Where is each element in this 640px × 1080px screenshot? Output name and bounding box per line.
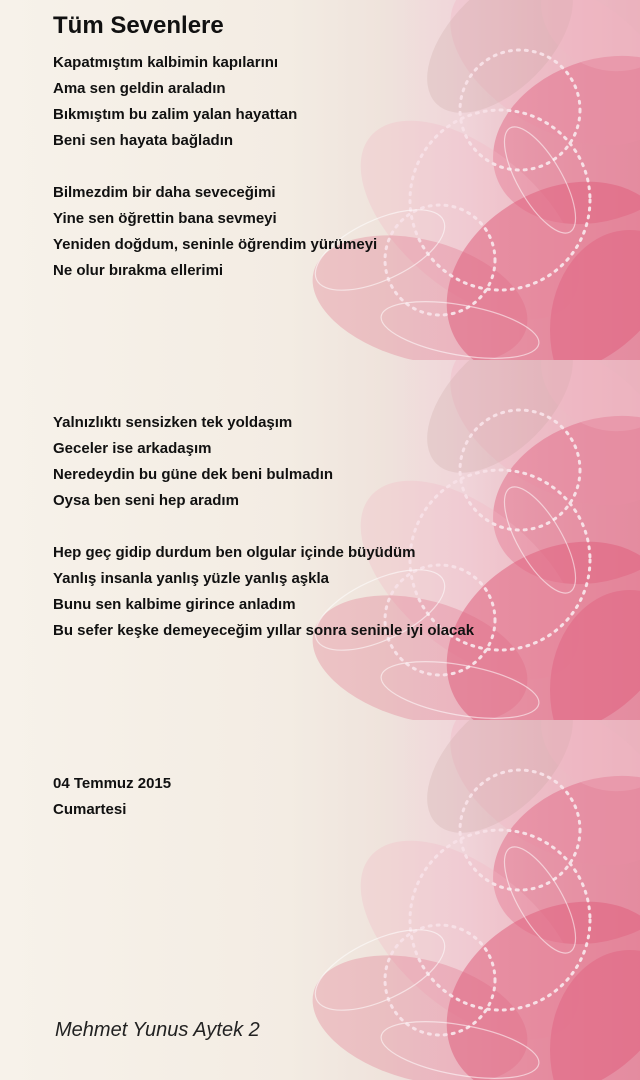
poem-line: Bilmezdim bir daha seveceğimi (53, 184, 276, 201)
poem-day: Cumartesi (53, 801, 127, 818)
poem-line: Geceler ise arkadaşım (53, 440, 212, 457)
poem-line: Kapatmıştım kalbimin kapılarını (53, 54, 279, 71)
poem-line: Neredeydin bu güne dek beni bulmadın (53, 466, 334, 483)
poem-line: Yanlış insanla yanlış yüzle yanlış aşkla (53, 570, 329, 587)
poem-line: Yeniden doğdum, seninle öğrendim yürümeyi (53, 236, 378, 253)
poem-title: Tüm Sevenlere (53, 12, 224, 39)
author-name: Mehmet Yunus Aytek 2 (55, 1019, 260, 1041)
poem-line: Oysa ben seni hep aradım (53, 492, 239, 509)
poem-line: Hep geç gidip durdum ben olgular içinde büyüdüm (53, 544, 416, 561)
poem-date: 04 Temmuz 2015 (53, 775, 172, 792)
poem-line: Beni sen hayata bağladın (53, 132, 234, 149)
poem-line: Bu sefer keşke demeyeceğim yıllar sonra seninle iyi olacak (53, 622, 475, 639)
poem-line: Yalnızlıktı sensizken tek yoldaşım (53, 414, 293, 431)
poem-line: Ama sen geldin araladın (53, 80, 226, 97)
poem-line: Bunu sen kalbime girince anladım (53, 596, 296, 613)
poem-line: Ne olur bırakma ellerimi (53, 262, 224, 279)
poem-line: Bıkmıştım bu zalim yalan hayattan (53, 106, 298, 123)
poem-line: Yine sen öğrettin bana sevmeyi (53, 210, 277, 227)
